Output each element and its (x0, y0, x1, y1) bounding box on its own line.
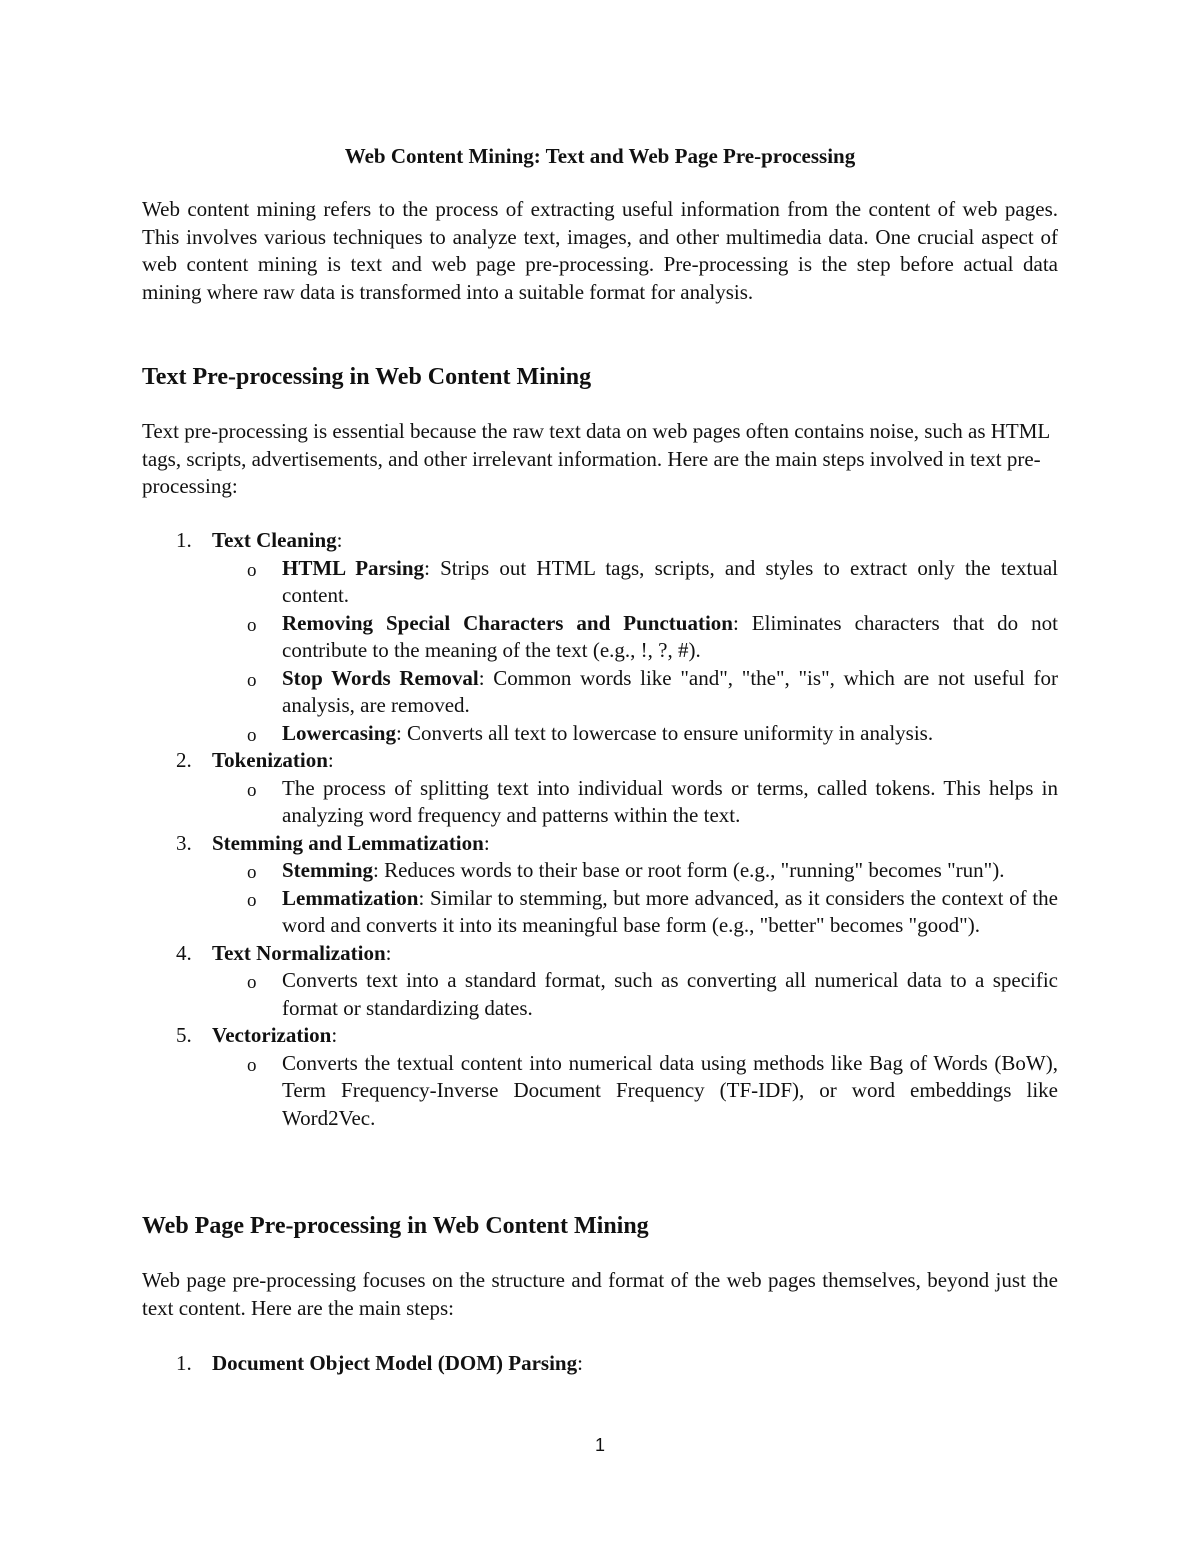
page-number: 1 (594, 1435, 605, 1455)
step-title: Text Cleaning (212, 528, 337, 552)
sub-list-item (142, 967, 1058, 1022)
circle-bullet-icon: o (247, 889, 257, 911)
step-title: Text Normalization (212, 940, 386, 965)
circle-bullet-icon: o (247, 779, 257, 801)
sub-item-label: Stop Words Removal (282, 665, 479, 690)
sub-list-item (142, 857, 1058, 885)
step-number: 3. (176, 830, 192, 855)
sub-item-text: Converts the textual content into numerical data using methods like Bag of Words (BoW), Term Frequency-Inverse Document Frequency (TF-IDF), or word embeddings like Word2Vec. (282, 1050, 1058, 1130)
sub-item-text: : Eliminates characters that do not contribute to the meaning of the text (e.g., !, ?, #). (282, 610, 1058, 662)
text-preprocessing-heading: Text Pre-processing in Web Content Mining (142, 364, 592, 390)
circle-bullet-icon: o (247, 559, 257, 581)
sub-item-text: : Similar to stemming, but more advanced, as it considers the context of the word and converts it into its meaningful base form (e.g., "better" becomes "good"). (282, 885, 1058, 937)
step-number: 4. (176, 940, 192, 965)
sub-item-text: Converts text into a standard format, such as converting all numerical data to a specific format or standardizing dates. (282, 968, 1058, 1020)
sub-item-label: Stemming (282, 858, 373, 882)
web-preprocessing-steps (142, 1350, 1058, 1378)
list-item (142, 940, 1058, 968)
step-title: Document Object Model (DOM) Parsing (212, 1351, 578, 1375)
circle-bullet-icon: o (247, 724, 257, 746)
step-title-colon: : (385, 940, 392, 965)
text-preprocessing-intro: Text pre-processing is essential because the raw text data on web pages often contains noise, such as HTML tags, scripts, advertisements, and other irrelevant information. Here are the main steps involved in text pre-processing: (142, 419, 1050, 498)
step-title-colon: : (331, 1023, 338, 1047)
sub-item-text: The process of splitting text into individual words or terms, called tokens. This helps in analyzing word frequency and patterns within the text. (282, 775, 1058, 827)
list-item (142, 527, 1058, 555)
sub-list-item (142, 775, 1058, 830)
intro-paragraph: Web content mining refers to the process of extracting useful information from the content of web pages. This involves various techniques to analyze text, images, and other multimedia data. One crucial aspect of web content mining is text and web page pre-processing. Pre-processing is the step before actual data mining where raw data is transformed into a suitable format for analysis. (142, 197, 1058, 304)
list-item (142, 747, 1058, 775)
sub-list-item (142, 885, 1058, 940)
sub-item-label: Lemmatization (282, 885, 419, 910)
circle-bullet-icon: o (247, 614, 257, 636)
sub-item-label: Removing Special Characters and Punctuation (282, 610, 733, 635)
step-title: Tokenization (212, 748, 328, 772)
step-number: 1. (176, 528, 192, 552)
step-title: Stemming and Lemmatization (212, 830, 484, 855)
web-preprocessing-heading: Web Page Pre-processing in Web Content Mining (142, 1213, 649, 1239)
sub-list-item (142, 665, 1058, 720)
sub-item-text: : Converts all text to lowercase to ensure uniformity in analysis. (395, 720, 934, 745)
step-number: 2. (176, 748, 192, 772)
sub-item-text: : Common words like "and", "the", "is", which are not useful for analysis, are removed. (282, 665, 1058, 717)
circle-bullet-icon: o (247, 1054, 257, 1076)
sub-list-item (142, 610, 1058, 665)
circle-bullet-icon: o (247, 862, 257, 883)
step-title: Vectorization (212, 1023, 332, 1047)
circle-bullet-icon: o (247, 972, 257, 993)
list-item (142, 1350, 1058, 1378)
sub-item-text: : Reduces words to their base or root form (e.g., "running" becomes "run"). (373, 858, 1005, 882)
list-item (142, 1022, 1058, 1050)
sub-item-text: : Strips out HTML tags, scripts, and styles to extract only the textual content. (282, 555, 1058, 607)
sub-list-item (142, 1050, 1058, 1133)
step-title-colon: : (336, 528, 343, 552)
sub-list-item (142, 555, 1058, 610)
sub-item-label: HTML Parsing (282, 555, 425, 580)
document-title: Web Content Mining: Text and Web Page Pre-processing (344, 144, 856, 168)
step-number: 1. (176, 1351, 192, 1375)
step-title-colon: : (327, 748, 334, 772)
circle-bullet-icon: o (247, 669, 257, 691)
sub-list-item (142, 720, 1058, 748)
text-preprocessing-steps (142, 527, 1058, 1132)
step-number: 5. (176, 1023, 192, 1047)
step-title-colon: : (483, 830, 490, 855)
web-preprocessing-intro: Web page pre-processing focuses on the structure and format of the web pages themselves, beyond just the text content. Here are the main steps: (142, 1268, 1058, 1320)
list-item (142, 830, 1058, 858)
step-title-colon: : (577, 1351, 583, 1375)
sub-item-label: Lowercasing (282, 720, 396, 745)
